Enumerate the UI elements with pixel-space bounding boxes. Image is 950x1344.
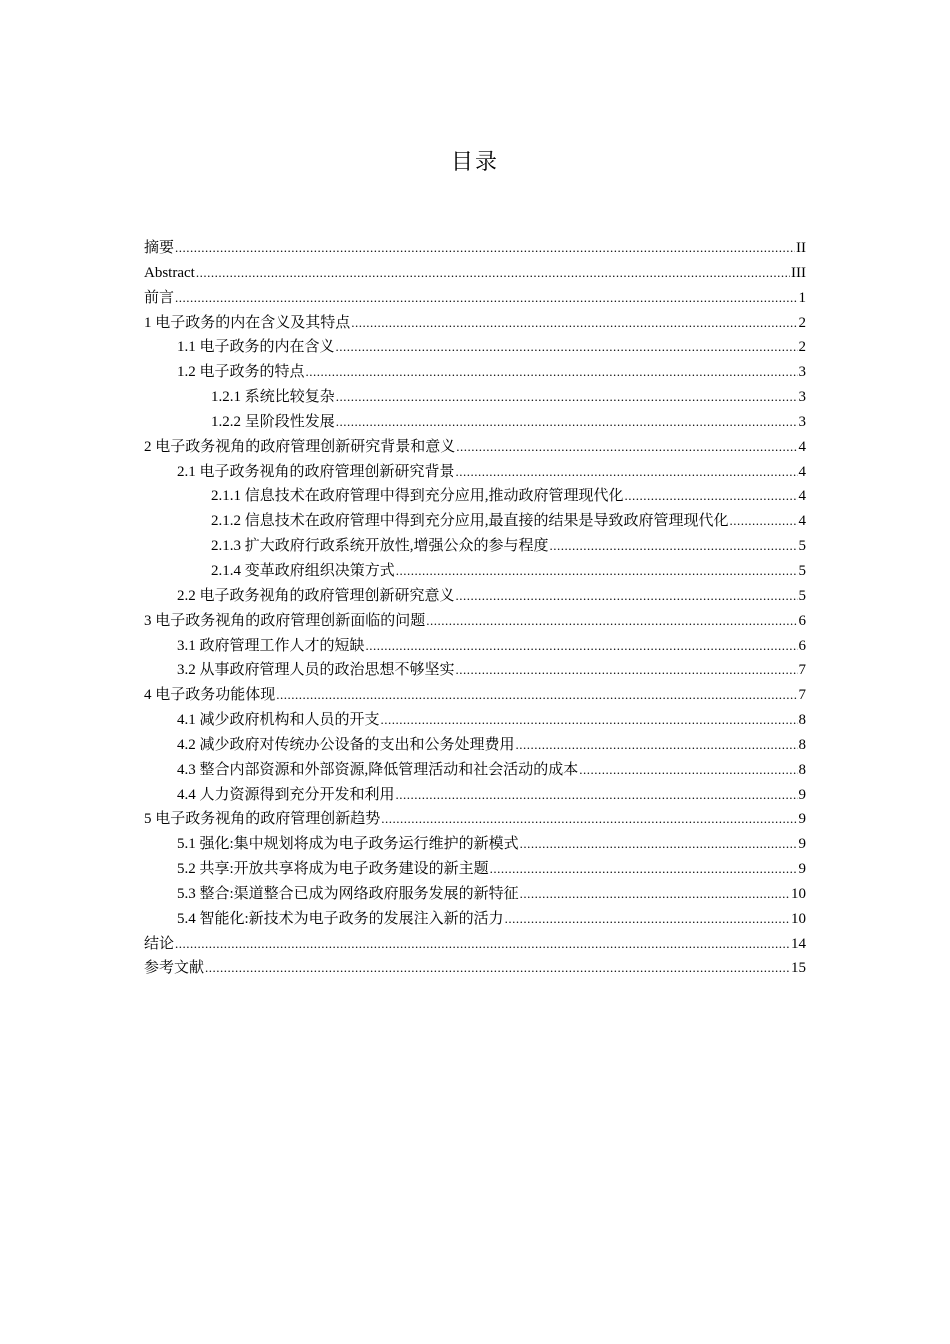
toc-entry[interactable]	[144, 385, 806, 410]
toc-entry-title: 3.1 政府管理工作人才的短缺	[177, 637, 365, 654]
toc-entry-title: 2 电子政务视角的政府管理创新研究背景和意义	[144, 438, 456, 455]
toc-entry[interactable]	[144, 534, 806, 559]
toc-entry-page-number: 4	[798, 488, 806, 505]
toc-leader-dots	[205, 956, 790, 981]
toc-entry-title: 2.1 电子政务视角的政府管理创新研究背景	[177, 463, 455, 480]
toc-leader-dots	[175, 286, 797, 311]
toc-entry-page-number: 10	[791, 910, 806, 927]
toc-entry-page-number: 9	[798, 786, 806, 803]
toc-entry-page-number: 15	[791, 960, 806, 977]
toc-entry-page-number: 10	[791, 885, 806, 902]
toc-entry-title: Abstract	[144, 264, 195, 281]
toc-entry-page-number: 6	[798, 612, 806, 629]
toc-entry-page-number: 8	[798, 712, 806, 729]
toc-entry-title: 结论	[144, 935, 175, 952]
toc-entry-page-number: 8	[798, 761, 806, 778]
toc-entry-page-number: II	[796, 240, 806, 256]
toc-leader-dots	[381, 807, 797, 832]
toc-entry-title: 1 电子政务的内在含义及其特点	[144, 314, 351, 331]
toc-entry-title: 2.1.4 变革政府组织决策方式	[211, 562, 395, 579]
toc-leader-dots	[579, 758, 797, 783]
toc-entry-title: 4 电子政务功能体现	[144, 687, 276, 704]
toc-entry-title: 5.4 智能化:新技术为电子政务的发展注入新的活力	[177, 910, 504, 927]
toc-entry[interactable]	[144, 435, 806, 460]
toc-entry-title: 1.2.1 系统比较复杂	[211, 389, 335, 406]
toc-entry-title: 1.1 电子政务的内在含义	[177, 339, 335, 356]
toc-entry[interactable]	[144, 832, 806, 857]
toc-leader-dots	[336, 385, 798, 410]
toc-entry-title: 2.1.2 信息技术在政府管理中得到充分应用,最直接的结果是导致政府管理现代化	[211, 513, 729, 530]
toc-leader-dots	[625, 484, 798, 509]
toc-leader-dots	[456, 658, 798, 683]
toc-entry[interactable]	[144, 335, 806, 360]
toc-entry[interactable]	[144, 311, 806, 336]
toc-leader-dots	[426, 609, 797, 634]
toc-leader-dots	[520, 832, 798, 857]
toc-entry-title: 4.1 减少政府机构和人员的开支	[177, 712, 380, 729]
toc-entry-page-number: 4	[798, 513, 806, 530]
toc-leader-dots	[505, 907, 790, 932]
toc-entry[interactable]	[144, 658, 806, 683]
toc-list	[144, 236, 806, 981]
toc-entry[interactable]	[144, 708, 806, 733]
toc-leader-dots	[550, 534, 798, 559]
toc-entry[interactable]	[144, 907, 806, 932]
toc-entry[interactable]	[144, 236, 806, 261]
toc-entry[interactable]	[144, 360, 806, 385]
toc-entry-title: 1.2.2 呈阶段性发展	[211, 413, 335, 430]
toc-entry-page-number: 3	[798, 413, 806, 430]
toc-entry-title: 3.2 从事政府管理人员的政治思想不够坚实	[177, 662, 455, 679]
toc-leader-dots	[351, 311, 797, 336]
toc-entry[interactable]	[144, 460, 806, 485]
toc-leader-dots	[730, 509, 798, 534]
toc-entry-page-number: 1	[798, 289, 806, 306]
toc-leader-dots	[381, 708, 798, 733]
toc-entry-page-number: 8	[798, 736, 806, 753]
toc-entry[interactable]	[144, 509, 806, 534]
toc-entry[interactable]	[144, 584, 806, 609]
toc-entry-page-number: 4	[798, 438, 806, 455]
toc-entry[interactable]	[144, 634, 806, 659]
toc-entry[interactable]	[144, 286, 806, 311]
toc-leader-dots	[456, 584, 798, 609]
toc-entry-title: 4.3 整合内部资源和外部资源,降低管理活动和社会活动的成本	[177, 761, 579, 778]
toc-entry-page-number: 9	[798, 836, 806, 853]
toc-entry[interactable]	[144, 857, 806, 882]
toc-entry-title: 摘要	[144, 240, 175, 256]
toc-leader-dots	[520, 882, 790, 907]
toc-title: 目录	[450, 150, 499, 175]
toc-entry[interactable]	[144, 758, 806, 783]
toc-entry-page-number: 9	[798, 861, 806, 878]
toc-leader-dots	[396, 559, 798, 584]
toc-entry[interactable]	[144, 807, 806, 832]
toc-entry-title: 5.3 整合:渠道整合已成为网络政府服务发展的新特征	[177, 885, 519, 902]
toc-leader-dots	[456, 435, 797, 460]
toc-entry-title: 参考文献	[144, 960, 205, 977]
toc-leader-dots	[396, 783, 798, 808]
toc-entry-page-number: 14	[791, 935, 806, 952]
toc-entry-page-number: 5	[798, 562, 806, 579]
toc-entry[interactable]	[144, 410, 806, 435]
toc-leader-dots	[306, 360, 798, 385]
toc-entry-title: 5 电子政务视角的政府管理创新趋势	[144, 811, 381, 828]
toc-leader-dots	[175, 932, 790, 957]
toc-entry-page-number: 3	[798, 364, 806, 381]
toc-entry[interactable]	[144, 484, 806, 509]
toc-leader-dots	[175, 236, 795, 261]
toc-entry-title: 5.2 共享:开放共享将成为电子政务建设的新主题	[177, 861, 489, 878]
toc-entry[interactable]	[144, 559, 806, 584]
toc-leader-dots	[366, 634, 798, 659]
toc-entry-title: 4.2 减少政府对传统办公设备的支出和公务处理费用	[177, 736, 515, 753]
toc-entry-title: 2.1.1 信息技术在政府管理中得到充分应用,推动政府管理现代化	[211, 488, 624, 505]
toc-entry-page-number: III	[791, 264, 806, 281]
toc-leader-dots	[490, 857, 798, 882]
toc-entry-page-number: 2	[798, 314, 806, 331]
toc-entry-page-number: 2	[798, 339, 806, 356]
toc-entry[interactable]	[144, 261, 806, 286]
toc-entry-page-number: 7	[798, 687, 806, 704]
toc-leader-dots	[196, 261, 790, 286]
toc-entry-page-number: 5	[798, 587, 806, 604]
toc-entry-title: 4.4 人力资源得到充分开发和利用	[177, 786, 395, 803]
toc-entry-title: 前言	[144, 289, 175, 306]
toc-entry-title: 2.2 电子政务视角的政府管理创新研究意义	[177, 587, 455, 604]
toc-entry-title: 1.2 电子政务的特点	[177, 364, 305, 381]
toc-entry[interactable]	[144, 956, 806, 981]
toc-entry[interactable]	[144, 683, 806, 708]
toc-entry-page-number: 6	[798, 637, 806, 654]
toc-entry-title: 3 电子政务视角的政府管理创新面临的问题	[144, 612, 426, 629]
toc-entry-page-number: 9	[798, 811, 806, 828]
toc-entry-title: 2.1.3 扩大政府行政系统开放性,增强公众的参与程度	[211, 538, 549, 555]
toc-leader-dots	[276, 683, 797, 708]
toc-entry[interactable]	[144, 609, 806, 634]
toc-leader-dots	[336, 410, 798, 435]
toc-entry-page-number: 7	[798, 662, 806, 679]
toc-entry[interactable]	[144, 882, 806, 907]
toc-entry[interactable]	[144, 783, 806, 808]
toc-leader-dots	[456, 460, 798, 485]
toc-entry[interactable]	[144, 733, 806, 758]
toc-entry[interactable]	[144, 932, 806, 957]
toc-leader-dots	[516, 733, 798, 758]
toc-entry-page-number: 3	[798, 389, 806, 406]
toc-leader-dots	[336, 335, 798, 360]
toc-entry-title: 5.1 强化:集中规划将成为电子政务运行维护的新模式	[177, 836, 519, 853]
toc-entry-page-number: 5	[798, 538, 806, 555]
toc-entry-page-number: 4	[798, 463, 806, 480]
